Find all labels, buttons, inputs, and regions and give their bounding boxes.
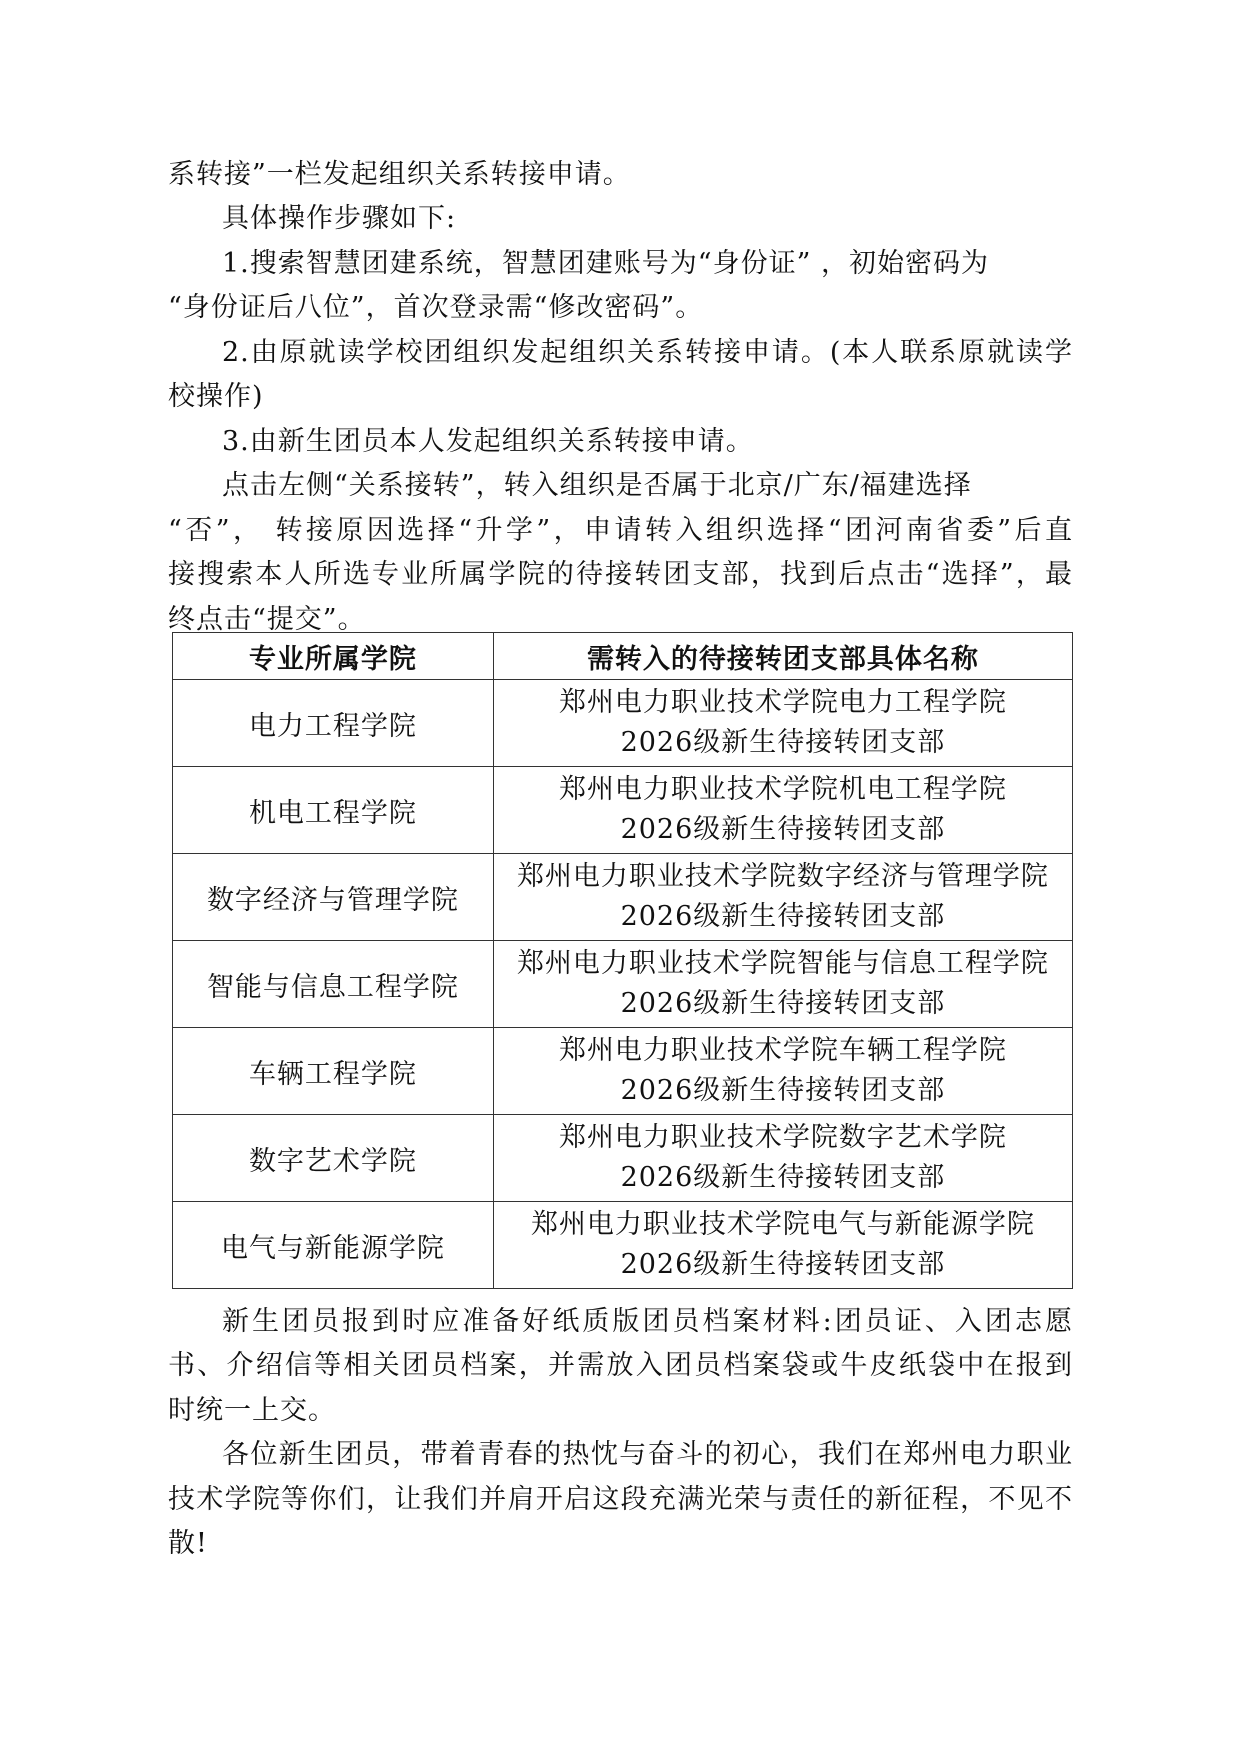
branch-line: 2026级新生待接转团支部 xyxy=(620,1249,946,1280)
table-row xyxy=(173,680,1073,767)
text-line: 书、介绍信等相关团员档案，并需放入团员档案袋或牛皮纸袋中在报到 xyxy=(168,1350,1073,1381)
branch-cell xyxy=(493,1028,1072,1115)
branch-line: 郑州电力职业技术学院机电工程学院 xyxy=(558,774,1007,805)
college-branch-table xyxy=(172,632,1073,1289)
text-line: 点击左侧“关系接转”，转入组织是否属于北京/广东/福建选择 xyxy=(222,470,972,501)
branch-line: 2026级新生待接转团支部 xyxy=(620,727,946,758)
branch-cell xyxy=(493,680,1072,767)
branch-line: 郑州电力职业技术学院车辆工程学院 xyxy=(558,1035,1007,1066)
branch-line: 2026级新生待接转团支部 xyxy=(620,988,946,1019)
table-row xyxy=(173,854,1073,941)
text-line: 终点击“提交”。 xyxy=(168,604,366,635)
text-line: 系转接”一栏发起组织关系转接申请。 xyxy=(168,159,631,190)
college-cell: 电气与新能源学院 xyxy=(173,1202,494,1289)
branch-cell xyxy=(493,941,1072,1028)
branch-line: 2026级新生待接转团支部 xyxy=(620,901,946,932)
branch-line: 2026级新生待接转团支部 xyxy=(620,1075,946,1106)
text-line: 2.由原就读学校团组织发起组织关系转接申请。(本人联系原就读学 xyxy=(222,337,1073,368)
text-line: “身份证后八位”，首次登录需“修改密码”。 xyxy=(168,292,704,323)
branch-cell xyxy=(493,1115,1072,1202)
text-line: “否”， 转接原因选择“升学”，申请转入组织选择“团河南省委”后直 xyxy=(168,515,1073,546)
branch-line: 2026级新生待接转团支部 xyxy=(620,814,946,845)
text-line: 1.搜索智慧团建系统，智慧团建账号为“身份证” ，初始密码为 xyxy=(222,248,989,279)
header-college: 专业所属学院 xyxy=(173,633,494,680)
table-row xyxy=(173,1202,1073,1289)
college-cell: 数字经济与管理学院 xyxy=(173,854,494,941)
branch-cell xyxy=(493,767,1072,854)
text-line: 时统一上交。 xyxy=(168,1395,336,1426)
branch-line: 郑州电力职业技术学院电力工程学院 xyxy=(558,687,1007,718)
table-row xyxy=(173,1028,1073,1115)
branch-line: 郑州电力职业技术学院数字经济与管理学院 xyxy=(516,861,1049,892)
text-line: 接搜索本人所选专业所属学院的待接转团支部，找到后点击“选择”，最 xyxy=(168,559,1073,590)
branch-line: 郑州电力职业技术学院数字艺术学院 xyxy=(558,1122,1007,1153)
branch-cell xyxy=(493,1202,1072,1289)
branch-line: 郑州电力职业技术学院智能与信息工程学院 xyxy=(516,948,1049,979)
branch-line: 2026级新生待接转团支部 xyxy=(620,1162,946,1193)
table-header-row xyxy=(173,633,1073,680)
college-cell: 智能与信息工程学院 xyxy=(173,941,494,1028)
branch-line: 郑州电力职业技术学院电气与新能源学院 xyxy=(530,1209,1035,1240)
text-line: 技术学院等你们，让我们并肩开启这段充满光荣与责任的新征程，不见不 xyxy=(168,1484,1073,1515)
college-cell: 电力工程学院 xyxy=(173,680,494,767)
branch-cell xyxy=(493,854,1072,941)
text-line: 各位新生团员，带着青春的热忱与奋斗的初心，我们在郑州电力职业 xyxy=(222,1439,1073,1470)
text-line: 新生团员报到时应准备好纸质版团员档案材料:团员证、入团志愿 xyxy=(222,1306,1073,1337)
college-cell: 机电工程学院 xyxy=(173,767,494,854)
college-cell: 数字艺术学院 xyxy=(173,1115,494,1202)
text-line: 校操作) xyxy=(168,381,264,412)
text-line: 具体操作步骤如下: xyxy=(222,203,457,234)
table-row xyxy=(173,767,1073,854)
table-row xyxy=(173,1115,1073,1202)
text-line: 散! xyxy=(168,1528,208,1559)
table-row xyxy=(173,941,1073,1028)
text-line: 3.由新生团员本人发起组织关系转接申请。 xyxy=(222,426,754,457)
header-branch: 需转入的待接转团支部具体名称 xyxy=(493,633,1072,680)
college-cell: 车辆工程学院 xyxy=(173,1028,494,1115)
